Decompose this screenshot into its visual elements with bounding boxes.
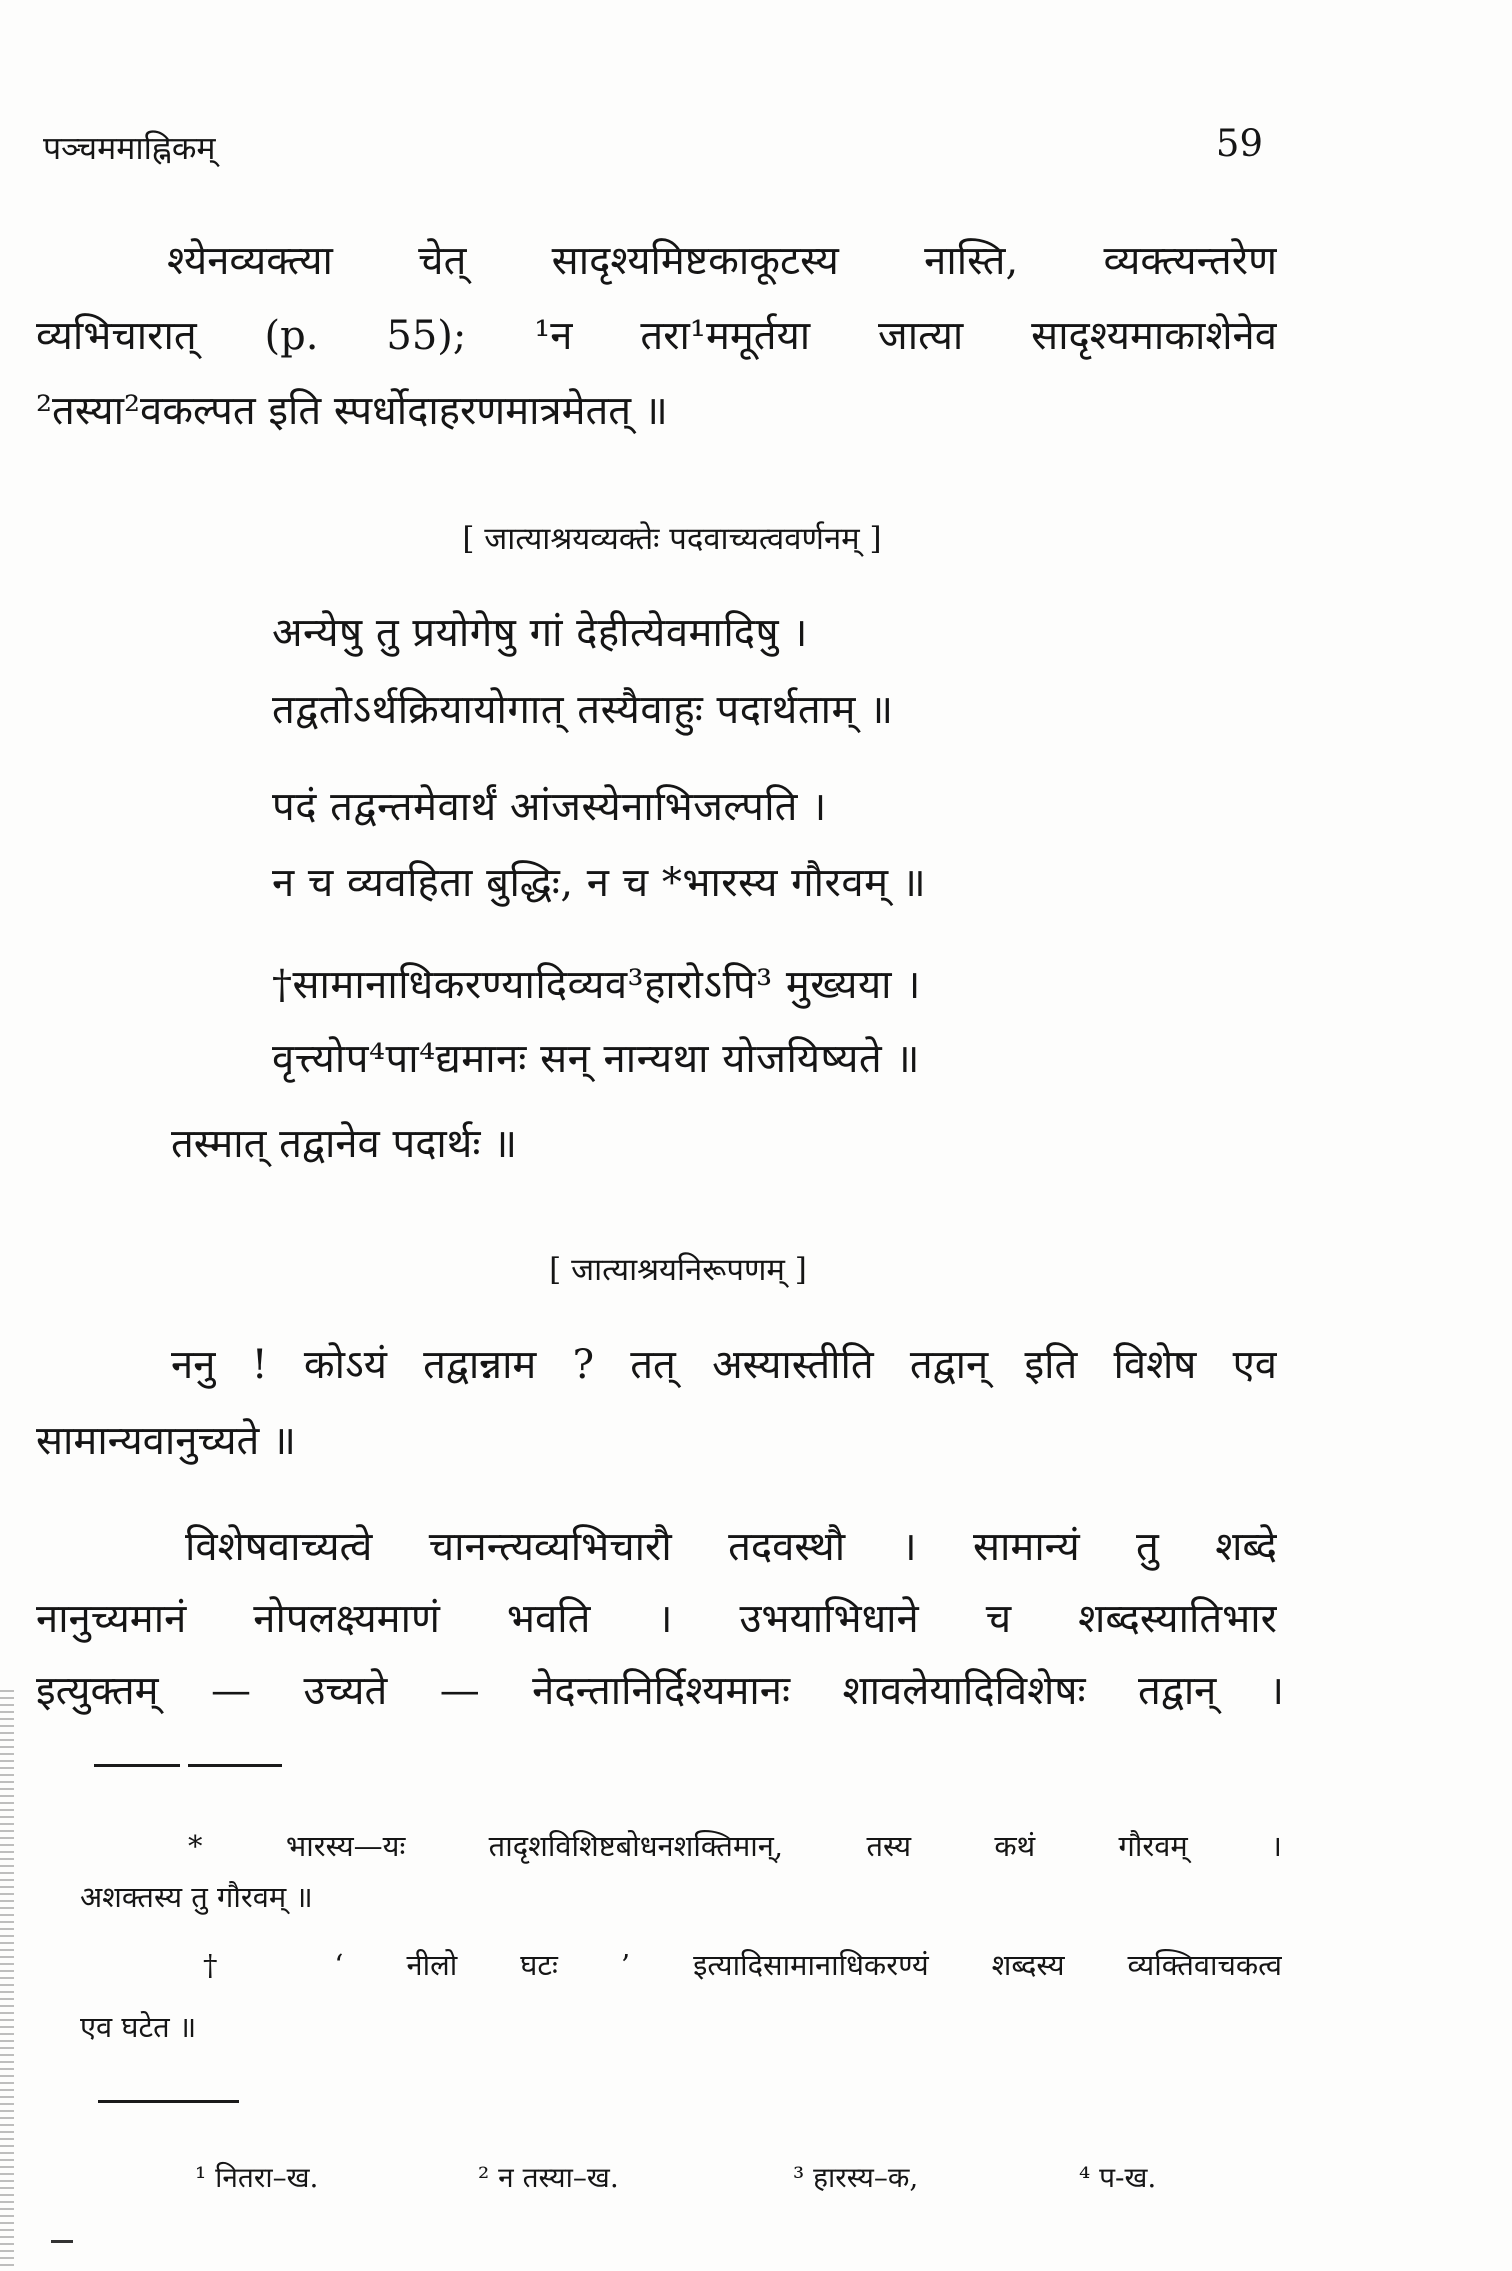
verse-line: †सामानाधिकरण्यादिव्यव³हारोऽपि³ मुख्यया । (272, 962, 921, 1008)
footnote-rule (188, 1764, 282, 1767)
verse-line: तद्वतोऽर्थक्रियायोगात् तस्यैवाहुः पदार्थताम् ॥ (272, 687, 894, 733)
paragraph-line: विशेषवाच्यत्वे चानन्त्यव्यभिचारौ तदवस्थौ । सामान्यं तु शब्दे (185, 1524, 1277, 1570)
variants-rule (98, 2100, 239, 2103)
section-heading: [ जात्याश्रयनिरूपणम् ] (549, 1252, 807, 1288)
footnote-line: † ‘ नीलो घटः ’ इत्यादिसामानाधिकरण्यं शब्दस्य व्यक्तिवाचकत्व (203, 1948, 1282, 1982)
conclusion-line: तस्मात् तद्वानेव पदार्थः ॥ (171, 1121, 518, 1167)
verse-line: वृत्त्योप⁴पा⁴द्यमानः सन् नान्यथा योजयिष्यते ॥ (272, 1036, 920, 1082)
paragraph-line: श्येनव्यक्त्या चेत् सादृश्यमिष्टकाकूटस्य नास्ति, व्यक्त्यन्तरेण (167, 238, 1277, 284)
paragraph-line: सामान्यवानुच्यते ॥ (36, 1418, 296, 1464)
running-title: पञ्चममाह्निकम् (43, 129, 216, 167)
scan-edge-noise (0, 1690, 14, 2271)
footnote-rule (94, 1764, 180, 1767)
paragraph-line: व्यभिचारात् (p. 55); ¹न तरा¹ममूर्तया जात्या सादृश्यमाकाशेनेव (36, 313, 1277, 359)
scan-mark (51, 2240, 73, 2243)
section-heading: [ जात्याश्रयव्यक्तेः पदवाच्यत्ववर्णनम् ] (462, 521, 882, 557)
paragraph-line: ननु ! कोऽयं तद्वान्नाम ? तत् अस्यास्तीति तद्वान् इति विशेष एव (171, 1342, 1277, 1388)
footnote-line: एव घटेत ॥ (80, 2010, 197, 2044)
variant-note: ¹ नितरा–ख. (195, 2161, 319, 2194)
paragraph-line: नानुच्यमानं नोपलक्ष्यमाणं भवति । उभयाभिधाने च शब्दस्यातिभार (36, 1596, 1277, 1642)
variant-note: ⁴ प-ख. (1079, 2161, 1157, 2194)
footnote-line: * भारस्य—यः तादृशविशिष्टबोधनशक्तिमान्, तस्य कथं गौरवम् । (188, 1829, 1282, 1863)
variant-note: ² न तस्या–ख. (478, 2161, 619, 2194)
page-number: 59 (1215, 122, 1263, 165)
paragraph-line: इत्युक्तम् — उच्यते — नेदन्तानिर्दिश्यमानः शावलेयादिविशेषः तद्वान् । (36, 1668, 1284, 1714)
paragraph-line: ²तस्या²वकल्पत इति स्पर्धोदाहरणमात्रमेतत् ॥ (36, 388, 668, 434)
variant-note: ³ हारस्य–क, (793, 2161, 919, 2194)
footnote-line: अशक्तस्य तु गौरवम् ॥ (80, 1880, 313, 1914)
verse-line: न च व्यवहिता बुद्धिः, न च *भारस्य गौरवम् ॥ (272, 860, 927, 906)
verse-line: पदं तद्वन्तमेवार्थं आंजस्येनाभिजल्पति । (272, 784, 827, 830)
verse-line: अन्येषु तु प्रयोगेषु गां देहीत्येवमादिषु । (272, 610, 808, 656)
